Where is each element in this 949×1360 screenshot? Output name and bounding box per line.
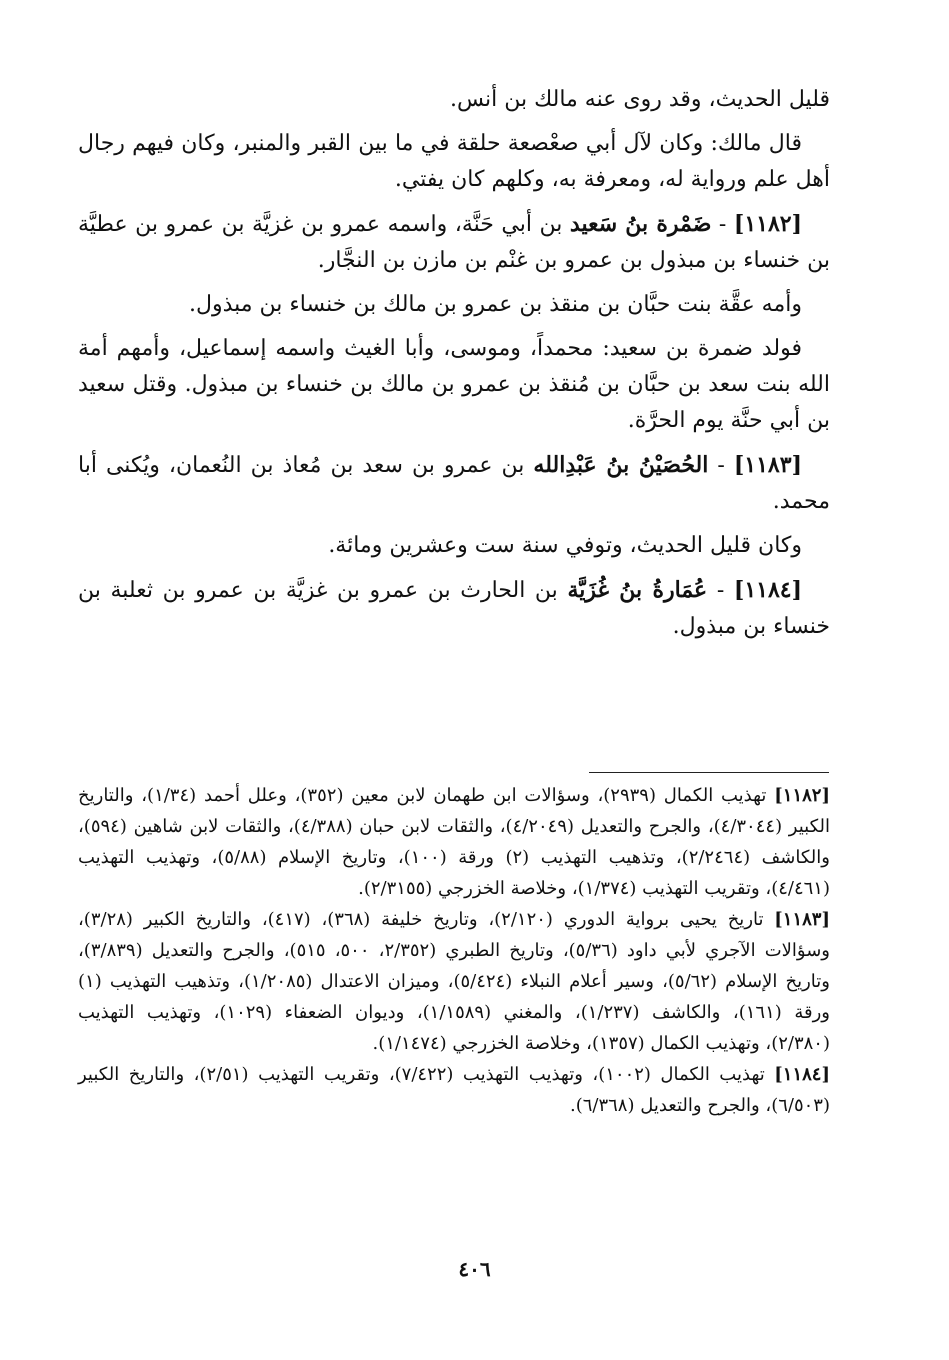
biography-entry: [١١٨٣] - الحُصَيْنُ بنُ عَبْدِالله بن عمرو بن سعد بن مُعاذ بن النُعمان، ويُكنى أبا محمد. — [78, 452, 830, 514]
paragraph — [78, 82, 830, 118]
footnote — [78, 1059, 830, 1121]
entry-number: [١١٨٢] — [733, 211, 802, 237]
paragraph — [78, 287, 830, 323]
biography-entry: [١١٨٤] - عُمَارةُ بنُ غُزَيَّة بن الحارث بن عمرو بن غزيَّة بن عمرو بن ثعلبة بن خنساء بن مبذول. — [78, 577, 830, 639]
paragraph-text: وأمه عقَّة بنت حبَّان بن منقذ بن عمرو بن مالك بن خنساء بن مبذول. — [188, 292, 802, 317]
footnote-ref: [١١٨٢] — [774, 785, 830, 806]
footnotes — [78, 780, 830, 1121]
paragraph-text: وكان قليل الحديث، وتوفي سنة ست وعشرين ومائة. — [328, 533, 802, 558]
entry-text: بن أبي حَنَّة، واسمه عمرو بن غزيَّة بن عمرو بن عطيَّة بن خنساء بن مبذول بن عمرو بن غنْم بن مازن بن النجَّار. — [78, 212, 830, 273]
entry-name: الحُصَيْنُ بنُ عَبْدِالله — [533, 452, 709, 478]
footnote-ref: [١١٨٣] — [774, 909, 830, 930]
footnote-ref: [١١٨٤] — [774, 1064, 830, 1085]
footnote-separator — [589, 772, 829, 773]
footnote-text: تاريخ يحيى برواية الدوري (٢/١٢٠)، وتاريخ خليفة (٣٦٨)، (٤١٧)، والتاريخ الكبير (٣/٢٨)، وسؤالات الآجري لأبي داود (٥/٣٦)، وتاريخ الطبري (٢/٣٥٢، ٥٠٠، ٥١٥)، والجرح والتعديل (٣/٨٣٩)، وتاريخ الإسلام (٥/٦٢)، وسير أعلام النبلاء (٥/٤٢٤)، وميزان الاعتدال (١/٢٠٨٥)، وتذهيب التهذيب (١) ورقة (١٦١)، والكاشف (١/٢٣٧)، والمغني (١/١٥٨٩)، وديوان الضعفاء (١٠٢٩)، وتهذيب التهذيب (٢/٣٨٠)، وتهذيب الكمال (١٣٥٧)، وخلاصة الخزرجي (١/١٤٧٤). — [78, 909, 830, 1054]
entry-number: [١١٨٣] — [733, 452, 802, 478]
page-number: ٤٠٦ — [458, 1257, 491, 1281]
paragraph-text: فولد ضمرة بن سعيد: محمداً، وموسى، وأبا الغيث واسمه إسماعيل، وأمهم أمة الله بنت سعد بن حبَّان بن مُنقذ بن عمرو بن مالك بن خنساء بن مبذول. وقتل سعيد بن أبي حنَّة يوم الحرَّة. — [78, 336, 830, 433]
paragraph-text: قال مالك: وكان لآل أبي صعْصعة حلقة في ما بين القبر والمنبر، وكان فيهم رجال أهل علم ورواية له، ومعرفة به، وكلهم كان يفتي. — [78, 131, 830, 192]
footnote — [78, 904, 830, 1059]
footnote-text: تهذيب الكمال (١٠٠٢)، وتهذيب التهذيب (٧/٤٢٢)، وتقريب التهذيب (٢/٥١)، والتاريخ الكبير (٦/٥٠٣)، والجرح والتعديل (٦/٣٦٨). — [78, 1064, 830, 1116]
biography-entry: [١١٨٢] - ضَمْرة بنُ سَعيد بن أبي حَنَّة، واسمه عمرو بن غزيَّة بن عمرو بن عطيَّة بن خنساء بن مبذول بن عمرو بن غنْم بن مازن بن النجَّار. — [78, 211, 830, 273]
paragraph — [78, 331, 830, 439]
footnote — [78, 780, 830, 904]
entry-name: عُمَارةُ بنُ غُزَيَّة — [567, 577, 708, 603]
entry-number: [١١٨٤] — [733, 577, 803, 603]
main-text — [78, 82, 830, 653]
paragraph — [78, 528, 830, 564]
entry-text: بن عمرو بن سعد بن مُعاذ بن النُعمان، ويُكنى أبا محمد. — [78, 453, 830, 514]
footnote-text: تهذيب الكمال (٢٩٣٩)، وسؤالات ابن طهمان لابن معين (٣٥٢)، وعلل أحمد (١/٣٤)، والتاريخ الكبير (٤/٣٠٤٤)، والجرح والتعديل (٤/٢٠٤٩)، والثقات لابن حبان (٤/٣٨٨)، والثقات لابن شاهين (٥٩٤)، والكاشف (٢/٢٤٦٤)، وتذهيب التهذيب (٢) ورقة (١٠٠)، وتاريخ الإسلام (٥/٨٨)، وتهذيب التهذيب (٤/٤٦١)، وتقريب التهذيب (١/٣٧٤)، وخلاصة الخزرجي (٢/٣١٥٥). — [78, 785, 830, 899]
entry-text: بن الحارث بن عمرو بن غزيَّة بن عمرو بن ثعلبة بن خنساء بن مبذول. — [78, 578, 830, 639]
paragraph-text: قليل الحديث، وقد روى عنه مالك بن أنس. — [449, 87, 830, 112]
entry-name: ضَمْرة بنُ سَعيد — [569, 211, 712, 237]
paragraph — [78, 126, 830, 198]
